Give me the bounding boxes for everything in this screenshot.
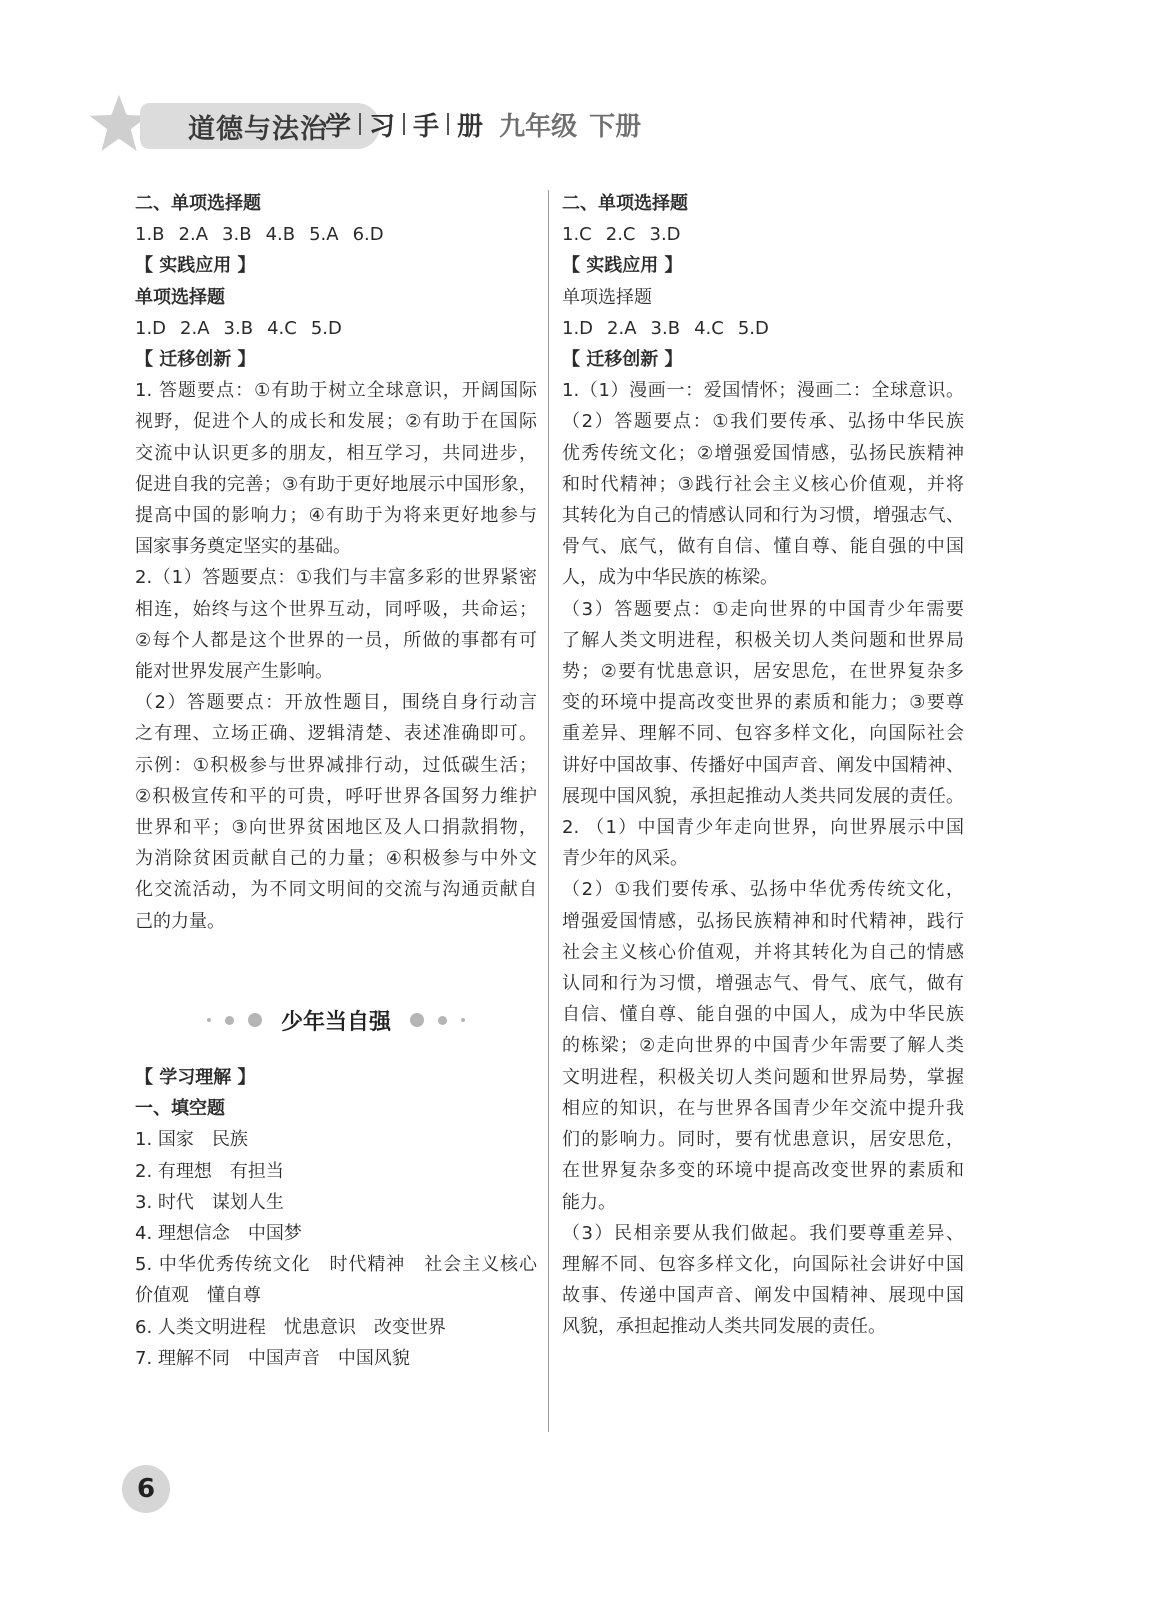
text-line: 理解不同、包容多样文化，向国际社会讲好中国 (562, 1253, 964, 1275)
page-header (80, 85, 760, 165)
subject-label: 道德与法治 (188, 113, 328, 145)
title-separator (403, 113, 405, 135)
grade: 九年级 (499, 111, 578, 142)
answer: 5.D (737, 317, 769, 339)
text-line: 青少年的风采。 (562, 848, 688, 870)
answer-row (562, 219, 964, 250)
heading-choice: 二、单项选择题 (135, 193, 261, 214)
title-char: 习 (369, 111, 396, 142)
answer-row (135, 313, 537, 344)
text-line: 交流中认识更多的朋友，相互学习，共同进步， (135, 442, 537, 464)
answer: 2.A (180, 317, 210, 339)
text-line: 促进自我的完善；③有助于更好地展示中国形象， (135, 473, 537, 495)
text-line: 的栋梁；②走向世界的中国青少年需要了解人类 (562, 1035, 964, 1057)
text-line: 能力。 (562, 1191, 616, 1213)
text-line: 人，成为中华民族的栋梁。 (562, 567, 778, 589)
heading-study: 【 学习理解 】 (135, 1067, 256, 1088)
text-line: 增强爱国情感，弘扬民族精神和时代精神，践行 (562, 910, 964, 932)
section-title (135, 1000, 537, 1040)
answer: 4.C (694, 317, 724, 339)
text-line: 相应的知识，在与世界各国青少年交流中提升我 (562, 1097, 964, 1119)
fill-line: 2. 有理想 有担当 (135, 1160, 284, 1182)
heading-innovate: 【 迁移创新 】 (562, 349, 683, 371)
fill-line: 7. 理解不同 中国声音 中国风貌 (135, 1347, 410, 1369)
text-line: 能对世界发展产生影响。 (135, 661, 333, 683)
answer-row (562, 313, 964, 344)
text-line: 世界和平；③向世界贫困地区及人口捐款捐物， (135, 817, 537, 839)
title-separator (447, 113, 449, 135)
text-line: （3）民相亲要从我们做起。我们要尊重差异、 (562, 1222, 964, 1244)
fill-line: 4. 理想信念 中国梦 (135, 1223, 302, 1245)
text-line: 之有理、立场正确、逻辑清楚、表述准确即可。 (135, 723, 537, 745)
text-line: 国家事务奠定坚实的基础。 (135, 536, 351, 558)
heading-innovate: 【 迁移创新 】 (135, 349, 256, 371)
text-line: 和时代精神；③践行社会主义核心价值观，并将 (562, 473, 964, 495)
text-line: 示例：①积极参与世界减排行动，过低碳生活； (135, 754, 537, 776)
fill-line: 6. 人类文明进程 忧患意识 改变世界 (135, 1316, 446, 1338)
answer: 3.B (650, 317, 681, 339)
left-lower-block (135, 1062, 537, 1374)
answer: 1.D (562, 317, 594, 339)
heading-choice: 二、单项选择题 (562, 193, 688, 214)
text-line: 势；②要有忧患意识，居安思危，在世界复杂多 (562, 661, 964, 683)
heading-fill: 一、填空题 (135, 1098, 225, 1120)
answer: 1.C (562, 224, 592, 246)
answer: 4.C (267, 317, 297, 339)
text-line: 在世界复杂多变的环境中提高改变世界的素质和 (562, 1160, 964, 1182)
answer-row (135, 219, 537, 250)
title-separator (359, 113, 361, 135)
text-line: （2）①我们要传承、弘扬中华优秀传统文化， (562, 879, 964, 901)
text-line: 视野，促进个人的成长和发展；②有助于在国际 (135, 411, 537, 433)
decor-dots-left (200, 1013, 269, 1027)
heading-practice: 【 实践应用 】 (135, 255, 256, 277)
heading-single: 单项选择题 (135, 286, 225, 308)
text-line: 2.（1）答题要点：①我们与丰富多彩的世界紧密 (135, 567, 537, 589)
fill-line: 5. 中华优秀传统文化 时代精神 社会主义核心 (135, 1254, 537, 1276)
text-line: ②积极宣传和平的可贵，呼吁世界各国努力维护 (135, 785, 537, 807)
text-line: 其转化为自己的情感认同和行为习惯，增强志气、 (562, 505, 964, 527)
text-line: 变的环境中提高改变世界的素质和能力；③要尊 (562, 692, 964, 714)
text-line: 化交流活动，为不同文明间的交流与沟通贡献自 (135, 879, 537, 901)
text-line: 了解人类文明进程，积极关切人类问题和世界局 (562, 629, 964, 651)
fill-line: 1. 国家 民族 (135, 1129, 248, 1151)
heading-single: 单项选择题 (562, 286, 652, 308)
text-line: 重差异、理解不同、包容多样文化，向国际社会 (562, 723, 964, 745)
text-line: 展现中国风貌，承担起推动人类共同发展的责任。 (562, 785, 964, 807)
title-char: 学 (325, 111, 352, 142)
text-line: 故事、传递中国声音、阐发中国精神、展现中国 (562, 1285, 964, 1307)
grade-label (499, 106, 641, 143)
text-line: 自信、懂自尊、能自强的中国人，成为中华民族 (562, 1004, 964, 1026)
column-divider (548, 190, 549, 1432)
fill-line: 3. 时代 谋划人生 (135, 1191, 284, 1213)
text-line: 社会主义核心价值观，并将其转化为自己的情感 (562, 941, 964, 963)
title-char: 手 (413, 111, 440, 142)
volume: 下册 (589, 111, 642, 142)
page-number-badge (122, 1465, 170, 1513)
answer: 3.B (222, 224, 252, 246)
answer: 3.B (223, 317, 254, 339)
text-line: 文明进程，积极关切人类问题和世界局势，掌握 (562, 1066, 964, 1088)
answer: 5.D (310, 317, 342, 339)
answer: 5.A (309, 224, 339, 246)
right-column (562, 188, 964, 1343)
title-char: 册 (457, 111, 484, 142)
text-line: 风貌，承担起推动人类共同发展的责任。 (562, 1316, 886, 1338)
heading-practice: 【 实践应用 】 (562, 255, 683, 277)
text-line: （3）答题要点：①走向世界的中国青少年需要 (562, 598, 964, 620)
decor-dots-right (403, 1013, 472, 1027)
text-line: 1. 答题要点：①有助于树立全球意识，开阔国际 (135, 380, 537, 402)
text-line: （2）答题要点：开放性题目，围绕自身行动言 (135, 692, 537, 714)
answer: 2.A (607, 317, 637, 339)
text-line: （2）答题要点：①我们要传承、弘扬中华民族 (562, 411, 964, 433)
text-line: 为消除贫困贡献自己的力量；④积极参与中外文 (135, 848, 537, 870)
text-line: 优秀传统文化；②增强爱国情感，弘扬民族精神 (562, 442, 964, 464)
answer: 6.D (352, 224, 384, 246)
answer: 2.A (178, 224, 209, 246)
text-line: 讲好中国故事、传播好中国声音、阐发中国精神、 (562, 754, 964, 776)
text-line: 认同和行为习惯，增强志气、骨气、底气，做有 (562, 973, 964, 995)
left-column (135, 188, 537, 937)
text-line: 2. （1）中国青少年走向世界，向世界展示中国 (562, 817, 964, 839)
answer: 1.D (135, 317, 167, 339)
page-number: 6 (136, 1474, 156, 1504)
text-line: 骨气、底气，做有自信、懂自尊、能自强的中国 (562, 536, 964, 558)
text-line: 提高中国的影响力；④有助于为将来更好地参与 (135, 505, 537, 527)
answer: 4.B (265, 224, 296, 246)
text-line: ②每个人都是这个世界的一员，所做的事都有可 (135, 629, 537, 651)
fill-line: 价值观 懂自尊 (135, 1285, 261, 1307)
answer: 1.B (135, 224, 165, 246)
section-heading: 少年当自强 (280, 1009, 391, 1035)
text-line: 们的影响力。同时，要有忧患意识，居安思危， (562, 1129, 964, 1151)
text-line: 己的力量。 (135, 910, 225, 932)
answer: 3.D (649, 224, 681, 246)
book-title (325, 99, 641, 149)
text-line: 相连，始终与这个世界互动，同呼吸，共命运； (135, 598, 537, 620)
answer: 2.C (605, 224, 636, 246)
text-line: 1.（1）漫画一：爱国情怀；漫画二：全球意识。 (562, 380, 964, 402)
